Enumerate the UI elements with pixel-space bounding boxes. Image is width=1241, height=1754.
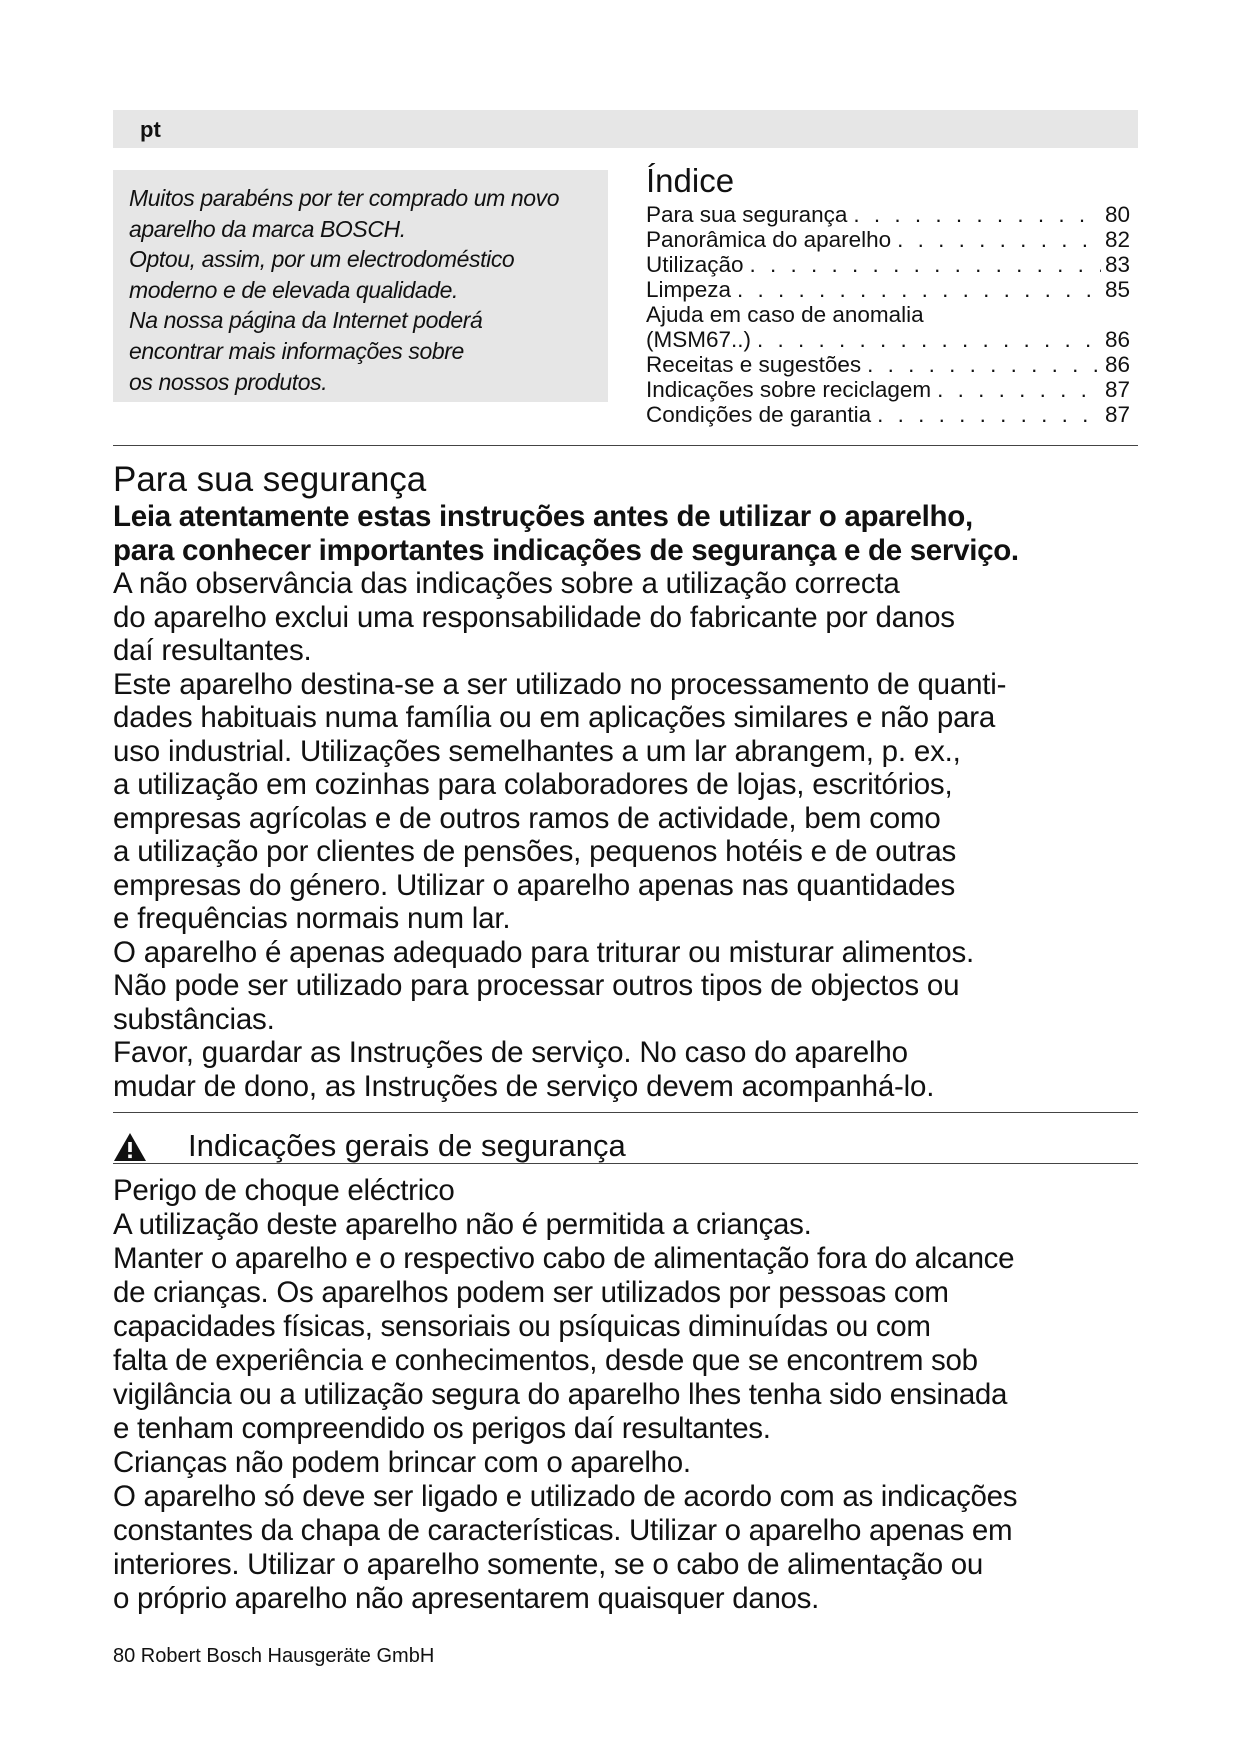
body-line: constantes da chapa de características. Utilizar o aparelho apenas em xyxy=(113,1514,1013,1547)
body-line: A utilização deste aparelho não é permitida a crianças. xyxy=(113,1208,812,1241)
toc-entry[interactable] xyxy=(646,277,1130,302)
body-line: daí resultantes. xyxy=(113,634,312,667)
toc-entry[interactable] xyxy=(646,377,1130,402)
toc-entry-page: 87 xyxy=(1104,402,1130,427)
body-line: a utilização em cozinhas para colaboradores de lojas, escritórios, xyxy=(113,768,953,801)
body-line: e tenham compreendido os perigos daí resultantes. xyxy=(113,1412,771,1445)
toc-entry-label: (MSM67..) xyxy=(646,327,752,352)
lead-line: Leia atentamente estas instruções antes de utilizar o aparelho, xyxy=(113,500,973,533)
toc-leader-dots xyxy=(867,352,1101,377)
body-line: O aparelho é apenas adequado para triturar ou misturar alimentos. xyxy=(113,935,975,969)
language-bar xyxy=(113,110,1138,148)
toc-entry-label: Condições de garantia xyxy=(646,402,872,427)
general-safety-heading xyxy=(113,1124,1138,1168)
body-line: Favor, guardar as Instruções de serviço. No caso do aparelho xyxy=(113,1036,908,1069)
toc-entry-page: 85 xyxy=(1104,277,1130,302)
table-of-contents xyxy=(646,160,1130,427)
toc-leader-dots xyxy=(750,252,1101,277)
body-line: Este aparelho destina-se a ser utilizado no processamento de quanti- xyxy=(113,667,1007,701)
body-line: o próprio aparelho não apresentarem quaisquer danos. xyxy=(113,1582,819,1615)
body-line: de crianças. Os aparelhos podem ser utilizados por pessoas com xyxy=(113,1276,949,1309)
toc-entry-label: Panorâmica do aparelho xyxy=(646,227,892,252)
section-divider xyxy=(113,1163,1138,1164)
toc-leader-dots xyxy=(757,327,1101,352)
body-line: O aparelho só deve ser ligado e utilizado de acordo com as indicações xyxy=(113,1480,1018,1513)
toc-entry-page: 86 xyxy=(1104,327,1130,352)
body-line: A não observância das indicações sobre a utilização correcta xyxy=(113,567,900,600)
subsection-heading: Perigo de choque eléctrico xyxy=(113,1174,455,1207)
body-line: do aparelho exclui uma responsabilidade do fabricante por danos xyxy=(113,600,955,634)
body-line: e frequências normais num lar. xyxy=(113,902,511,935)
body-line: interiores. Utilizar o aparelho somente, se o cabo de alimentação ou xyxy=(113,1548,984,1581)
section-divider xyxy=(113,1112,1138,1113)
toc-entry-page: 82 xyxy=(1104,227,1130,252)
toc-leader-dots xyxy=(937,377,1101,402)
toc-entry-label: Utilização xyxy=(646,252,744,277)
toc-leader-dots xyxy=(877,402,1101,427)
toc-entry-page: 86 xyxy=(1104,352,1130,377)
intro-line: Optou, assim, por um electrodoméstico xyxy=(129,246,515,273)
body-line: uso industrial. Utilizações semelhantes a um lar abrangem, p. ex., xyxy=(113,734,961,768)
body-line: empresas agrícolas e de outros ramos de actividade, bem como xyxy=(113,801,941,835)
electric-shock-section xyxy=(113,1174,1173,1616)
section-heading: Para sua segurança xyxy=(113,460,427,499)
toc-entry[interactable] xyxy=(646,202,1130,227)
toc-title: Índice xyxy=(646,162,735,199)
toc-entry[interactable] xyxy=(646,227,1130,252)
toc-entry-page: 87 xyxy=(1104,377,1130,402)
body-line: empresas do género. Utilizar o aparelho apenas nas quantidades xyxy=(113,868,956,902)
toc-entry[interactable] xyxy=(646,252,1130,277)
warning-triangle-icon xyxy=(113,1132,147,1162)
toc-entry-label: Receitas e sugestões xyxy=(646,352,862,377)
toc-leader-dots xyxy=(897,227,1101,252)
body-line: Manter o aparelho e o respectivo cabo de alimentação fora do alcance xyxy=(113,1242,1015,1275)
toc-entry[interactable] xyxy=(646,327,1130,352)
toc-entry[interactable] xyxy=(646,352,1130,377)
intro-line: encontrar mais informações sobre xyxy=(129,337,464,364)
toc-entry-label[interactable]: Ajuda em caso de anomalia xyxy=(646,302,924,327)
body-line: Não pode ser utilizado para processar outros tipos de objectos ou xyxy=(113,969,960,1002)
body-line: vigilância ou a utilização segura do aparelho lhes tenha sido ensinada xyxy=(113,1378,1008,1411)
toc-entry-label: Indicações sobre reciclagem xyxy=(646,377,932,402)
body-line: Crianças não podem brincar com o aparelho. xyxy=(113,1446,691,1479)
toc-entry[interactable] xyxy=(646,402,1130,427)
language-code: pt xyxy=(140,117,161,142)
safety-section xyxy=(113,460,1173,1103)
section-divider xyxy=(113,445,1138,446)
general-safety-title: Indicações gerais de segurança xyxy=(188,1128,626,1163)
body-line: falta de experiência e conhecimentos, desde que se encontrem sob xyxy=(113,1344,978,1377)
toc-leader-dots xyxy=(853,202,1101,227)
toc-entry-page: 83 xyxy=(1104,252,1130,277)
body-line: mudar de dono, as Instruções de serviço devem acompanhá-lo. xyxy=(113,1069,935,1103)
intro-line: Na nossa página da Internet poderá xyxy=(129,307,483,334)
toc-leader-dots xyxy=(737,277,1101,302)
intro-line: os nossos produtos. xyxy=(129,368,328,395)
toc-entry-label: Para sua segurança xyxy=(646,202,848,227)
intro-line: aparelho da marca BOSCH. xyxy=(129,215,406,242)
page-footer: 80 Robert Bosch Hausgeräte GmbH xyxy=(113,1645,435,1667)
body-line: capacidades físicas, sensoriais ou psíquicas diminuídas ou com xyxy=(113,1310,931,1343)
toc-entry-label: Limpeza xyxy=(646,277,732,302)
body-line: dades habituais numa família ou em aplicações similares e não para xyxy=(113,701,996,734)
intro-box xyxy=(113,170,608,402)
toc-entry-page: 80 xyxy=(1104,202,1130,227)
lead-line: para conhecer importantes indicações de segurança e de serviço. xyxy=(113,533,1019,567)
body-line: substâncias. xyxy=(113,1002,275,1036)
body-line: a utilização por clientes de pensões, pequenos hotéis e de outras xyxy=(113,835,957,868)
intro-line: Muitos parabéns por ter comprado um novo xyxy=(129,185,560,211)
intro-line: moderno e de elevada qualidade. xyxy=(129,276,459,303)
